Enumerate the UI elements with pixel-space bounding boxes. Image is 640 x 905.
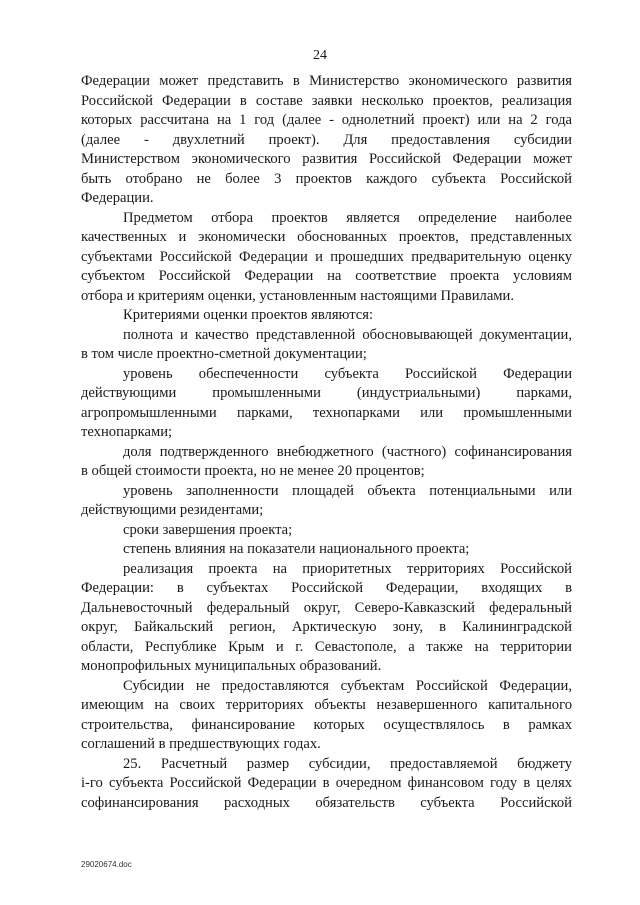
text-line: степень влияния на показатели национального проекта; <box>123 541 470 557</box>
text-line: Критериями оценки проектов являются: <box>123 307 374 323</box>
text-line: уровень заполненности площадей объекта потенциальными или <box>123 482 572 499</box>
document-body <box>81 72 572 813</box>
text-line: софинансирования расходных обязательств субъекта Российской <box>81 794 572 811</box>
text-line: Предметом отбора проектов является определение наиболее <box>123 209 572 226</box>
text-line: строительства, финансирование которых осуществлялось в рамках <box>81 716 572 733</box>
text-line: в общей стоимости проекта, но не менее 20 процентов; <box>81 463 425 479</box>
text-line: (далее - двухлетний проект). Для предоставления субсидии <box>81 131 572 148</box>
text-line: полнота и качество представленной обосновывающей документации, <box>123 326 572 343</box>
text-line: сроки завершения проекта; <box>123 521 293 538</box>
text-line: 25. Расчетный размер субсидии, предоставляемой бюджету <box>123 755 572 772</box>
text-line: Федерации: в субъектах Российской Федерации, входящих в <box>81 580 572 596</box>
text-line: уровень обеспеченности субъекта Российской Федерации <box>123 365 572 382</box>
page-number: 24 <box>313 48 327 63</box>
document-filename: 29020674.doc <box>81 860 132 869</box>
text-line: монопрофильных муниципальных образований. <box>81 658 382 674</box>
text-line: действующими промышленными (индустриальными) парками, <box>81 385 572 401</box>
text-line: субъектами Российской Федерации и прошедших предварительную оценку <box>81 248 572 265</box>
text-line: технопарками; <box>81 424 173 440</box>
text-line: Дальневосточный федеральный округ, Северо-Кавказский федеральный <box>81 599 572 616</box>
text-line: i-го субъекта Российской Федерации в очередном финансовом году в целях <box>81 775 572 791</box>
text-line: быть отобрано не более 3 проектов каждого субъекта Российской <box>81 170 572 187</box>
text-line: отбора и критериям оценки, установленным настоящими Правилами. <box>81 287 515 304</box>
text-line: в том числе проектно-сметной документации; <box>81 346 367 362</box>
text-line: имеющим на своих территориях объекты незавершенного капитального <box>81 697 572 713</box>
text-line: Федерации. <box>81 190 154 206</box>
text-line: Федерации может представить в Министерство экономического развития <box>81 73 572 89</box>
text-line: Российской Федерации в составе заявки несколько проектов, реализация <box>81 92 572 109</box>
text-line: Министерством экономического развития Российской Федерации может <box>81 151 572 167</box>
text-line: субъектом Российской Федерации на соответствие проекта условиям <box>81 268 572 284</box>
text-line: области, Республике Крым и г. Севастополе, а также на территории <box>81 638 572 655</box>
text-line: Субсидии не предоставляются субъектам Российской Федерации, <box>123 677 572 694</box>
text-line: качественных и экономически обоснованных проектов, представленных <box>81 229 572 245</box>
text-line: доля подтвержденного внебюджетного (частного) софинансирования <box>123 443 572 460</box>
text-line: округ, Байкальский регион, Арктическую зону, в Калининградской <box>81 619 572 635</box>
text-line: соглашений в предшествующих годах. <box>81 736 321 752</box>
text-line: реализация проекта на приоритетных территориях Российской <box>123 560 572 577</box>
text-line: действующими резидентами; <box>81 502 264 518</box>
text-line: агропромышленными парками, технопарками или промышленными <box>81 404 572 421</box>
text-line: которых рассчитана на 1 год (далее - однолетний проект) или на 2 года <box>81 112 572 128</box>
